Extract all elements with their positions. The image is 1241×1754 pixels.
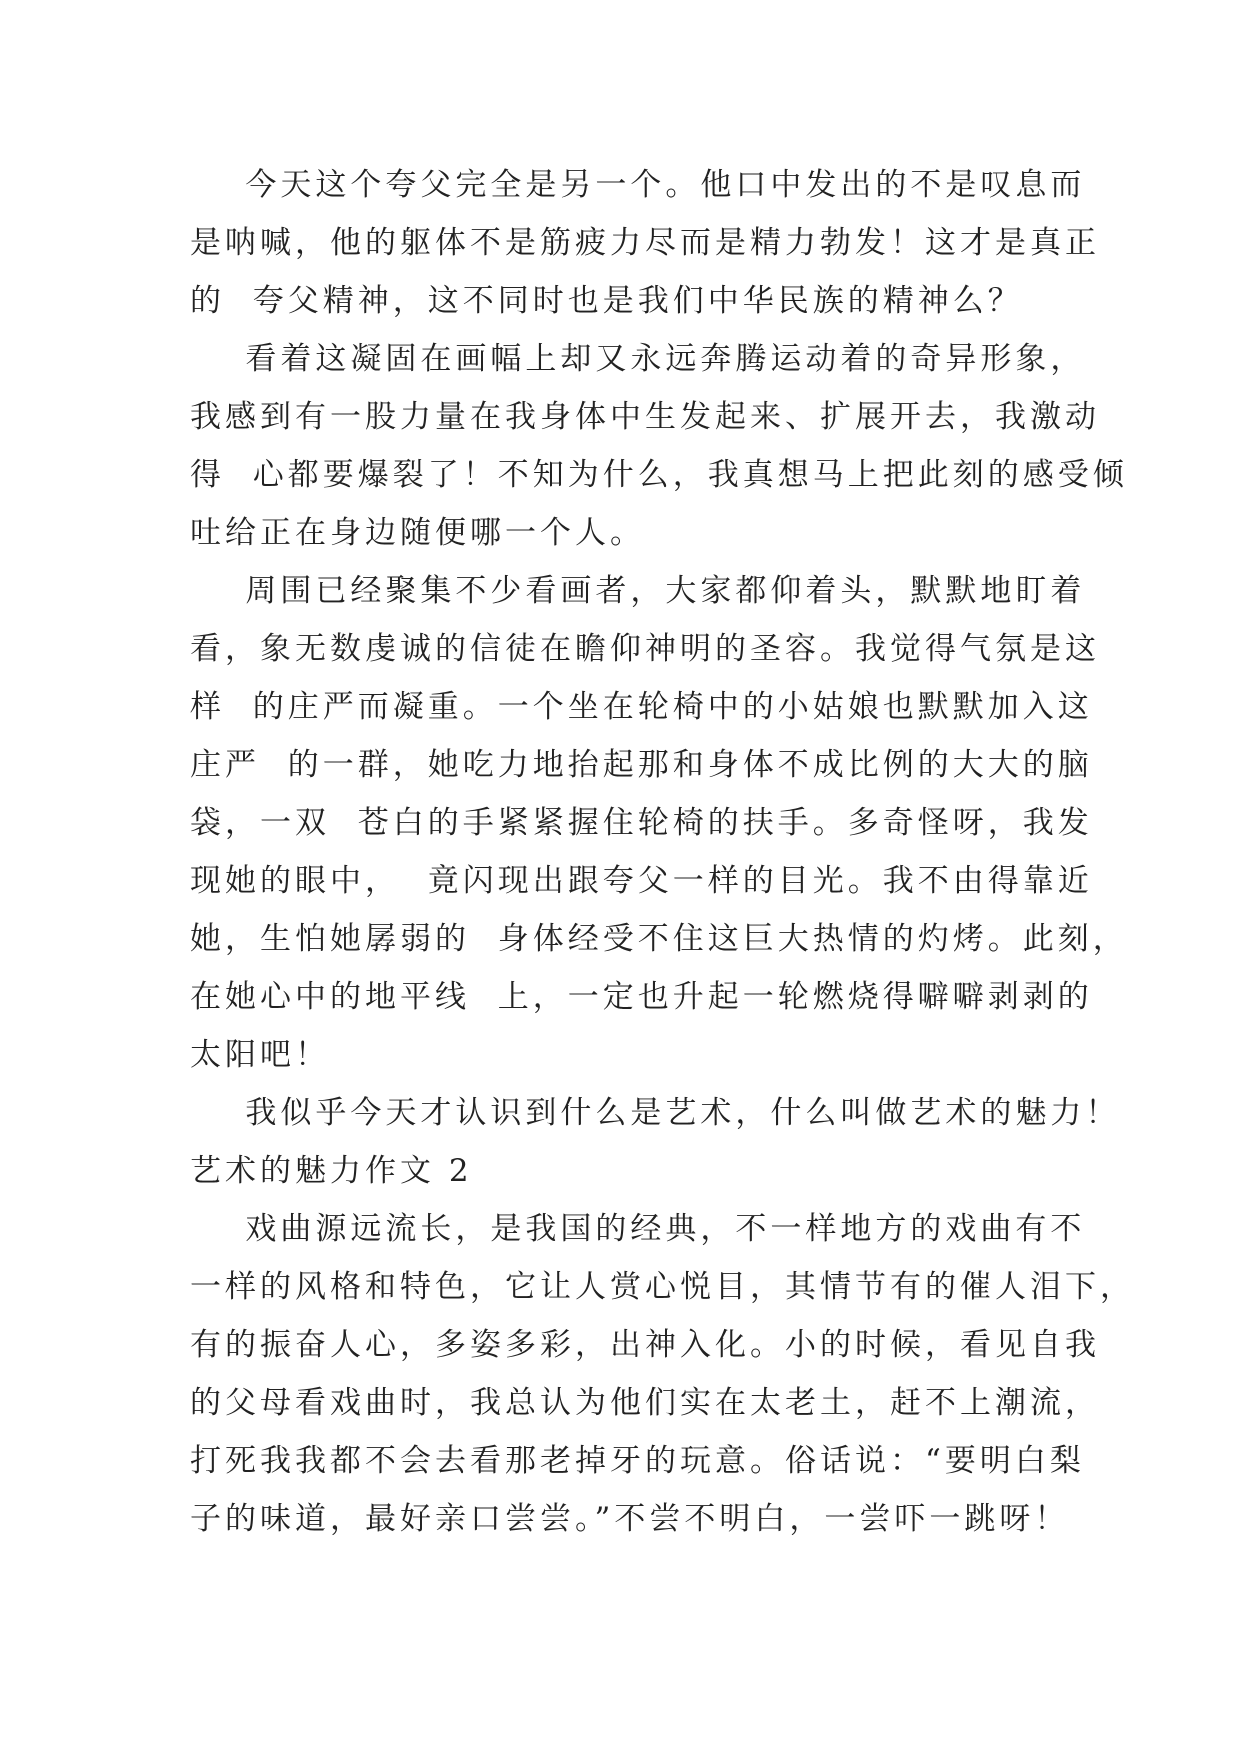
text-line: 戏曲源远流长，是我国的经典，不一样地方的戏曲有不 xyxy=(190,1211,1086,1247)
text-line: 我感到有一股力量在我身体中生发起来、扩展开去，我激动 xyxy=(190,399,1100,435)
text-line: 看着这凝固在画幅上却又永远奔腾运动着的奇异形象， xyxy=(190,341,1086,377)
text-line: 周围已经聚集不少看画者，大家都仰着头，默默地盯着 xyxy=(190,573,1086,609)
text-line: 的父母看戏曲时，我总认为他们实在太老土，赶不上潮流， xyxy=(190,1385,1100,1421)
text-line: 的 夸父精神，这不同时也是我们中华民族的精神么？ xyxy=(190,283,1023,319)
text-line: 样 的庄严而凝重。一个坐在轮椅中的小姑娘也默默加入这 xyxy=(190,689,1093,725)
text-line: 打死我我都不会去看那老掉牙的玩意。俗话说：“要明白梨 xyxy=(190,1443,1085,1479)
text-line: 在她心中的地平线 上，一定也升起一轮燃烧得噼噼剥剥的 xyxy=(190,979,1093,1015)
essay-text xyxy=(190,156,1135,1548)
text-line: 一样的风格和特色，它让人赏心悦目，其情节有的催人泪下， xyxy=(190,1269,1135,1305)
text-line: 庄严 的一群，她吃力地抬起那和身体不成比例的大大的脑 xyxy=(190,747,1093,783)
text-line: 看，象无数虔诚的信徒在瞻仰神明的圣容。我觉得气氛是这 xyxy=(190,631,1100,667)
text-line: 今天这个夸父完全是另一个。他口中发出的不是叹息而 xyxy=(190,167,1086,203)
text-line: 袋，一双 苍白的手紧紧握住轮椅的扶手。多奇怪呀，我发 xyxy=(190,805,1093,841)
text-line: 我似乎今天才认识到什么是艺术，什么叫做艺术的魅力！ xyxy=(190,1095,1121,1131)
text-line: 吐给正在身边随便哪一个人。 xyxy=(190,515,645,551)
text-line: 现她的眼中， 竟闪现出跟夸父一样的目光。我不由得靠近 xyxy=(190,863,1093,899)
text-line: 子的味道，最好亲口尝尝。”不尝不明白，一尝吓一跳呀！ xyxy=(190,1501,1070,1537)
text-line: 有的振奋人心，多姿多彩，出神入化。小的时候，看见自我 xyxy=(190,1327,1100,1363)
section-heading: 艺术的魅力作文 2 xyxy=(190,1153,473,1189)
text-line: 太阳吧！ xyxy=(190,1037,330,1073)
text-line: 是呐喊，他的躯体不是筋疲力尽而是精力勃发！这才是真正 xyxy=(190,225,1100,261)
text-line: 她，生怕她孱弱的 身体经受不住这巨大热情的灼烤。此刻， xyxy=(190,921,1128,957)
text-line: 得 心都要爆裂了！不知为什么，我真想马上把此刻的感受倾 xyxy=(190,457,1128,493)
